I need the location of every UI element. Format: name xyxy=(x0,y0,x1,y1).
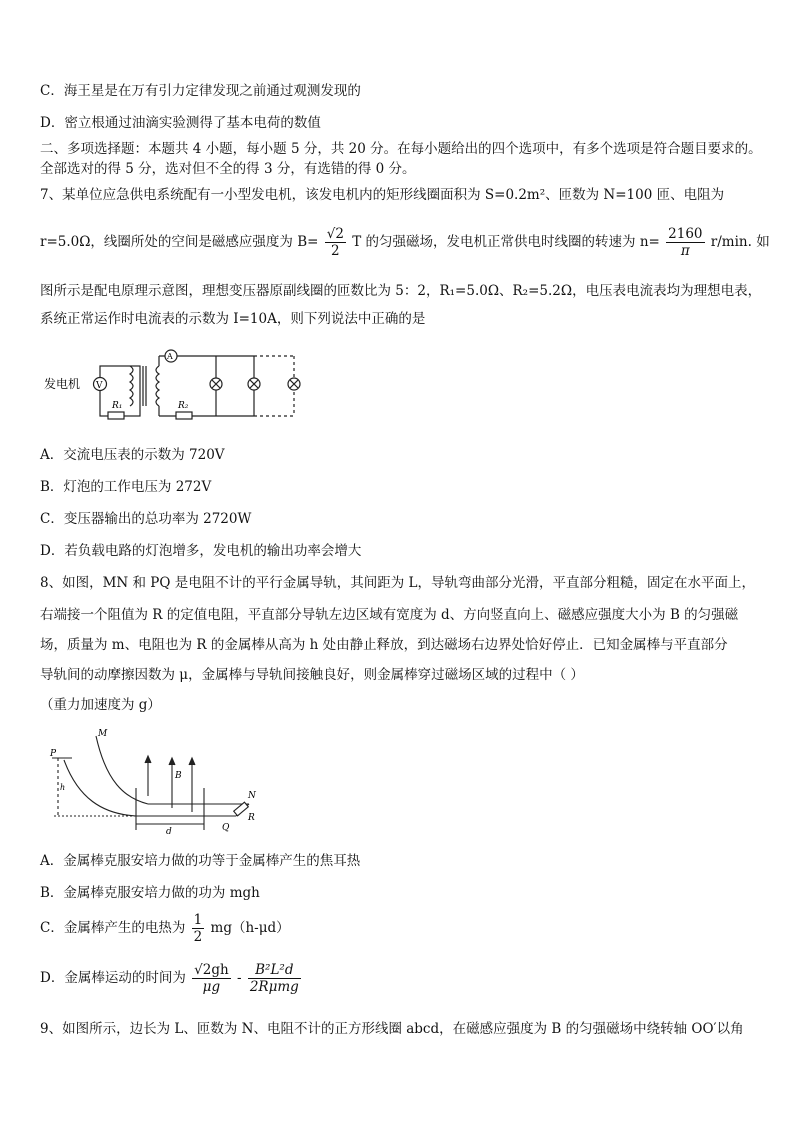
lamp-icon xyxy=(210,378,222,390)
svg-text:P: P xyxy=(50,749,57,759)
q7-option-c: C．变压器输出的总功率为 2720W xyxy=(40,511,252,527)
q7-option-b: B．灯泡的工作电压为 272V xyxy=(40,479,212,495)
svg-text:h: h xyxy=(60,783,66,792)
q8-text-5: （重力加速度为 g） xyxy=(40,697,161,713)
fraction-time-2: $\frac{\text{B²L²d}}{\text{2Rμmg}}$ xyxy=(249,962,299,995)
option-c-prev: C．海王星是在万有引力定律发现之前通过观测发现的 xyxy=(40,83,361,99)
option-d-prev: D．密立根通过油滴实验测得了基本电荷的数值 xyxy=(40,115,321,131)
generator-label: 发电机 xyxy=(44,377,81,391)
q8-text-2: 右端接一个阻值为 R 的定值电阻，平直部分导轨左边区域有宽度为 d、方向竖直向上、磁感应强度大小为 B 的匀强磁 xyxy=(40,607,739,623)
q7-circuit-figure xyxy=(44,344,304,424)
svg-text:R: R xyxy=(248,813,255,823)
fraction-n: $\frac{2160}{\pi}$ xyxy=(668,226,703,259)
q8-text-3: 场，质量为 m、电阻也为 R 的金属棒从高为 h 处由静止释放，到达磁场右边界处恰好停止．已知金属棒与平直部分 xyxy=(40,637,728,653)
lamp-icon xyxy=(248,378,260,390)
svg-text:A: A xyxy=(167,352,173,361)
q7-text-1: 7、某单位应急供电系统配有一小型发电机，该发电机内的矩形线圈面积为 S=0.2m²、匝数为 N=100 匝、电阻为 xyxy=(40,187,725,203)
r2-label: R₂ xyxy=(178,401,189,411)
primary-coil-icon xyxy=(130,366,133,406)
fraction-time-1: $\frac{√2gh}{\mu g}$ xyxy=(194,962,229,995)
svg-text:d: d xyxy=(166,827,172,836)
q8-text-4: 导轨间的动摩擦因数为 μ，金属棒与导轨间接触良好，则金属棒穿过磁场区域的过程中（ ） xyxy=(40,667,584,683)
svg-text:B: B xyxy=(175,771,182,781)
svg-text:Q: Q xyxy=(222,823,230,833)
q7-option-a: A．交流电压表的示数为 720V xyxy=(40,447,225,463)
q8-option-d: D．金属棒运动的时间为 $\frac{√2gh}{\mu g}$ - $\frac{\text{B²L²d}}{\text{2Rμmg}}$ xyxy=(40,962,299,995)
svg-text:V: V xyxy=(96,381,103,391)
section-heading-cont: 全部选对的得 5 分，选对但不全的得 3 分，有选错的得 0 分。 xyxy=(40,161,416,177)
rail-pq-curve xyxy=(64,760,136,816)
q8-option-a: A．金属棒克服安培力做的功等于金属棒产生的焦耳热 xyxy=(40,853,361,869)
section-heading: 二、多项选择题：本题共 4 小题，每小题 5 分，共 20 分。在每小题给出的四个选项中，有多个选项是符合题目要求的。 xyxy=(40,141,762,157)
fraction-b: $\frac{√2}{2}$ xyxy=(326,226,344,259)
q8-text-1: 8、如图，MN 和 PQ 是电阻不计的平行金属导轨，其间距为 L，导轨弯曲部分光滑，平直部分粗糙，固定在水平面上， xyxy=(40,575,756,591)
q7-option-d: D．若负载电路的灯泡增多，发电机的输出功率会增大 xyxy=(40,543,362,559)
r1-label: R₁ xyxy=(112,401,123,411)
svg-text:N: N xyxy=(248,791,256,801)
secondary-coil-icon xyxy=(156,366,159,406)
resistor-r1-icon xyxy=(108,412,124,419)
q7-text-2: r=5.0Ω，线圈所处的空间是磁感应强度为 B= $\frac{√2}{2}$ T 的匀强磁场，发电机正常供电时线圈的转速为 n= $\frac{2160}{\pi}$ r/min. 如 xyxy=(40,226,770,259)
svg-text:M: M xyxy=(98,729,108,739)
q8-option-c: C．金属棒产生的电热为 $\frac{1}{2}$ mg（h-μd） xyxy=(40,912,290,945)
resistor-r2-icon xyxy=(176,412,192,419)
q8-option-b: B．金属棒克服安培力做的功为 mgh xyxy=(40,885,260,901)
fraction-half: $\frac{1}{2}$ xyxy=(193,912,203,945)
lamp-icon xyxy=(288,378,300,390)
q8-rails-figure xyxy=(44,726,264,836)
q7-text-4: 系统正常运作时电流表的示数为 I=10A，则下列说法中正确的是 xyxy=(40,311,426,327)
q9-text-1: 9、如图所示，边长为 L、匝数为 N、电阻不计的正方形线圈 abcd，在磁感应强度为 B 的匀强磁场中绕转轴 OO′以角 xyxy=(40,1021,744,1037)
rail-mn-curve xyxy=(96,736,148,804)
q7-text-3: 图所示是配电原理示意图，理想变压器原副线圈的匝数比为 5：2，R₁=5.0Ω、R₂=5.2Ω，电压表电流表均为理想电表， xyxy=(40,283,762,299)
